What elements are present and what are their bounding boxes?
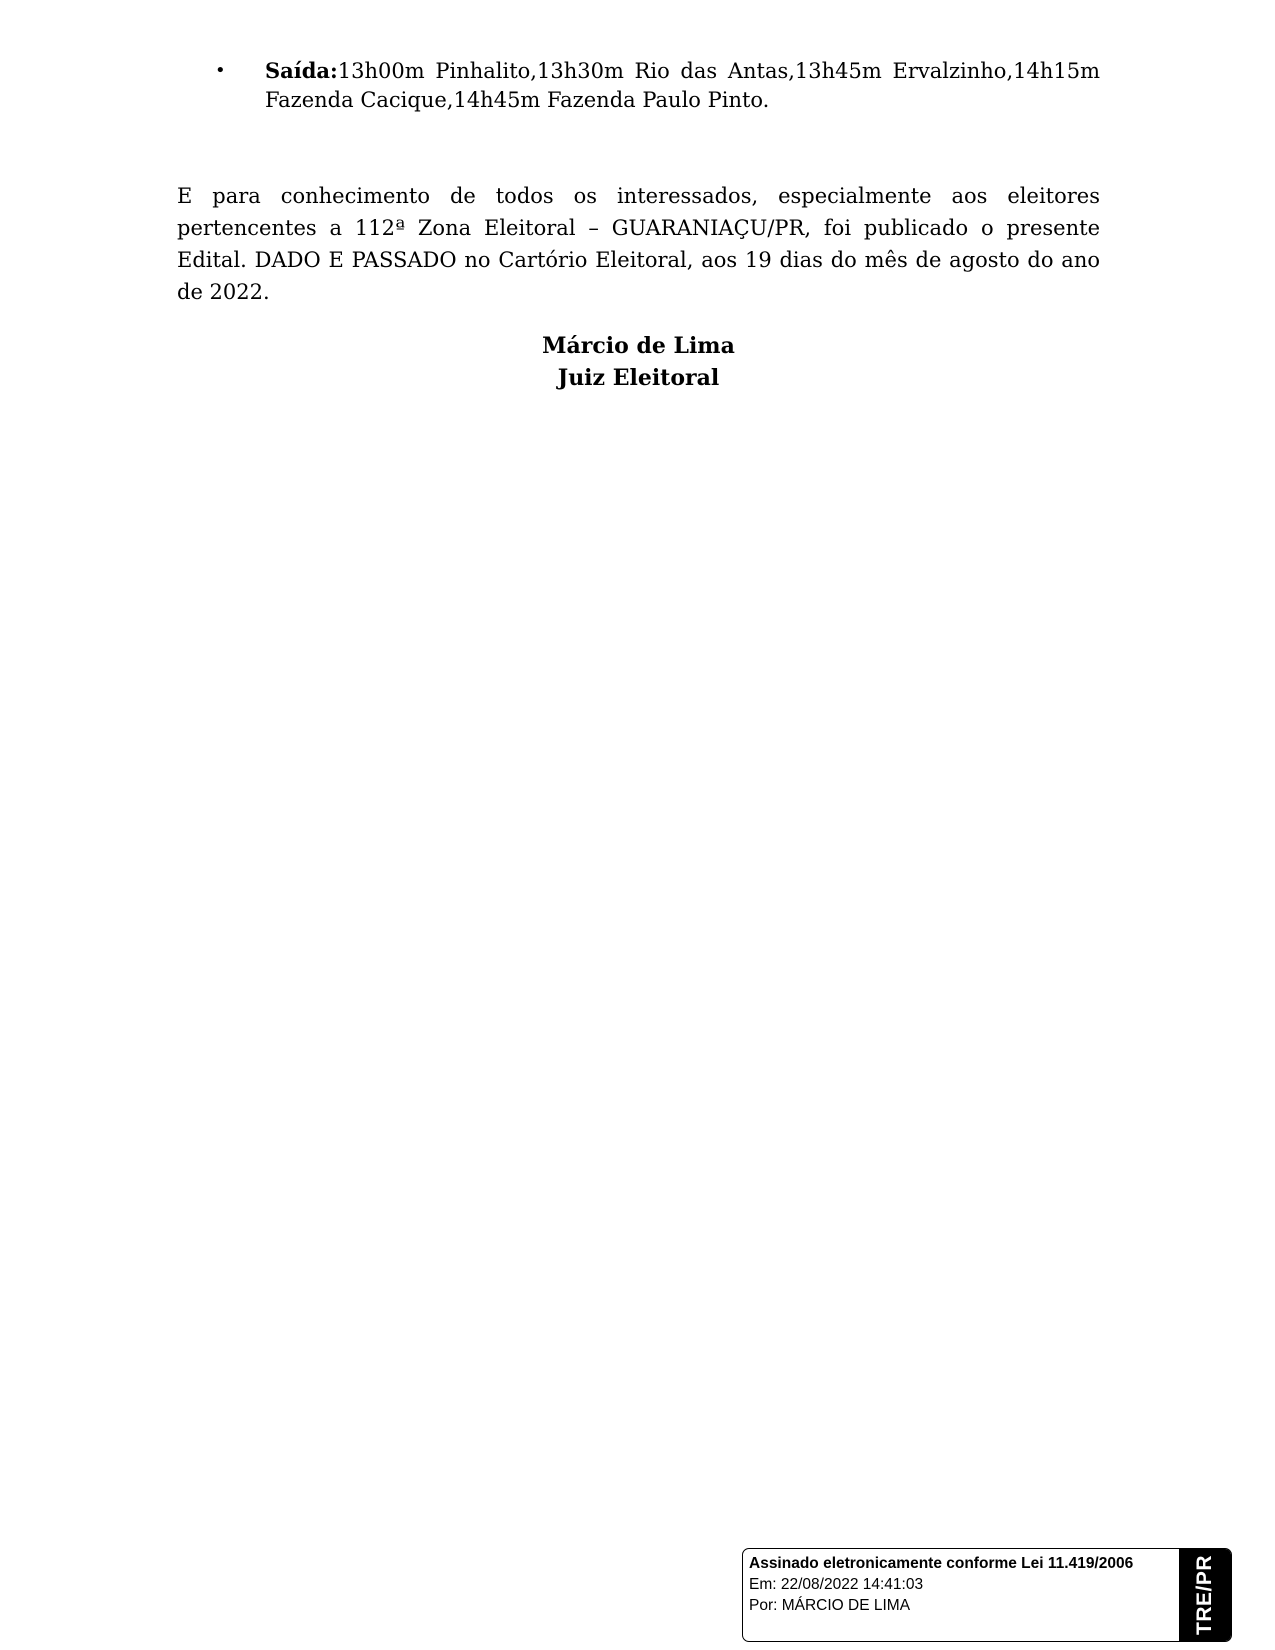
stamp-title: Assinado eletronicamente conforme Lei 11.419/2006 [749,1555,1134,1572]
schedule-item [215,56,1100,115]
stamp-text [749,1553,1175,1616]
schedule-text: 13h00m Pinhalito,13h30m Rio das Antas,13h45m Ervalzinho,14h15m Fazenda Cacique,14h45m Fazenda Paulo Pinto. [265,59,1100,112]
stamp-side-bar [1179,1549,1231,1641]
schedule-list [215,56,1100,115]
electronic-signature-stamp [742,1548,1232,1642]
stamp-side-label: TRE/PR [1193,1554,1216,1636]
closing-paragraph: E para conhecimento de todos os interessados, especialmente aos eleitores pertencentes a 112ª Zona Eleitoral – GUARANIAÇU/PR, foi publicado o presente Edital. DADO E PASSADO no Cartório Eleitoral, aos 19 dias do mês de agosto do ano de 2022. [177,184,1100,304]
signer-role: Juiz Eleitoral [557,365,720,391]
schedule-label: Saída: [265,58,338,83]
bullet-icon: • [215,60,226,81]
signer-name: Márcio de Lima [542,333,735,359]
stamp-signer: Por: MÁRCIO DE LIMA [749,1597,911,1614]
signature-block [177,330,1100,394]
stamp-date: Em: 22/08/2022 14:41:03 [749,1576,924,1593]
